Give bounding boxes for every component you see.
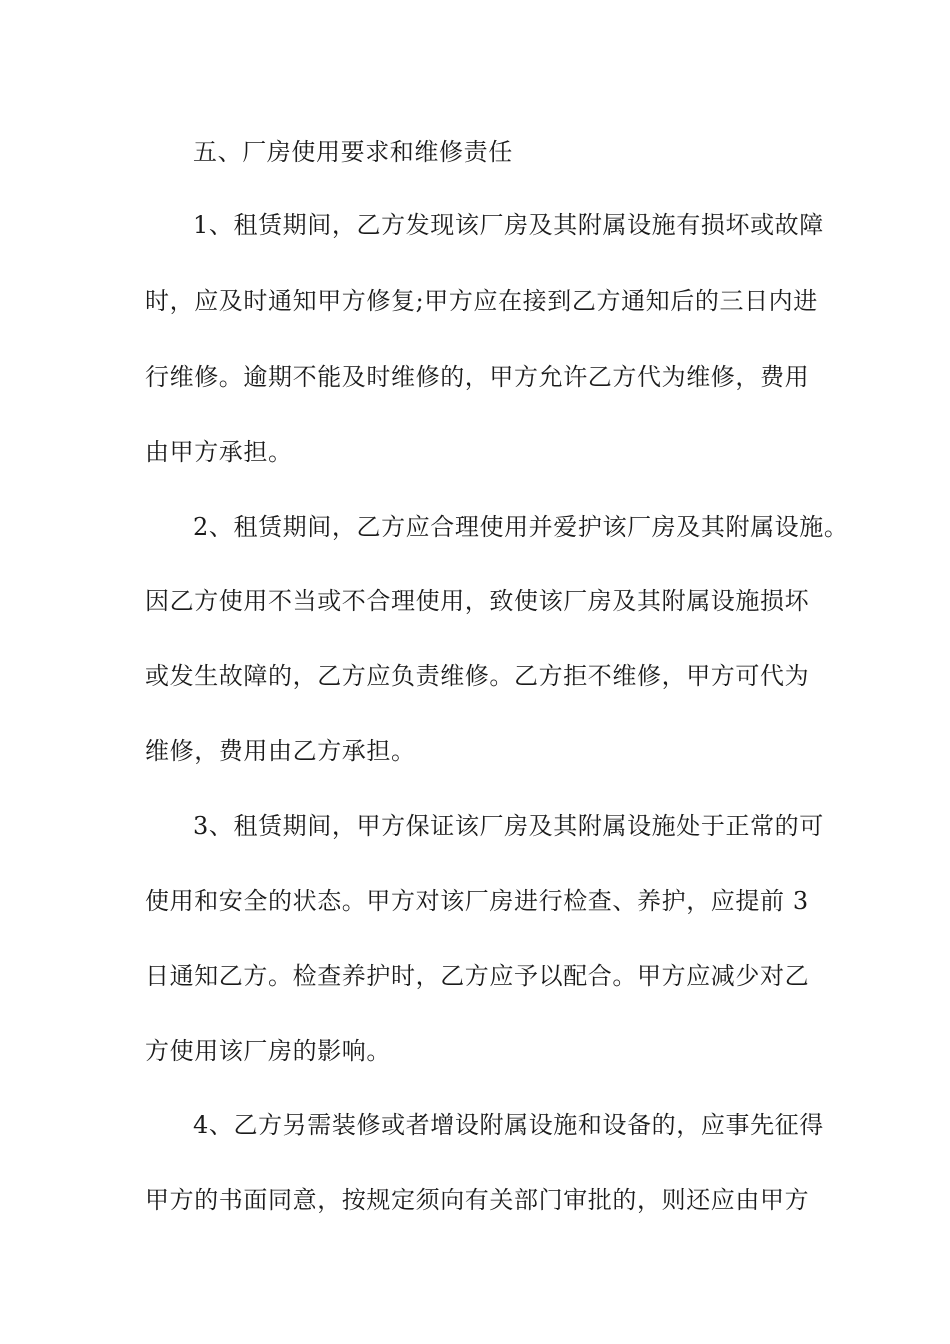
paragraph-1-line-4: 由甲方承担。 xyxy=(145,438,293,466)
paragraph-2-line-4: 维修，费用由乙方承担。 xyxy=(145,737,416,765)
paragraph-3-line-3: 日通知乙方。检查养护时，乙方应予以配合。甲方应减少对乙 xyxy=(145,962,810,990)
paragraph-2-line-3: 或发生故障的，乙方应负责维修。乙方拒不维修，甲方可代为 xyxy=(145,662,810,690)
paragraph-1-line-2: 时，应及时通知甲方修复;甲方应在接到乙方通知后的三日内进 xyxy=(145,287,818,315)
paragraph-3-line-2: 使用和安全的状态。甲方对该厂房进行检查、养护，应提前 3 xyxy=(145,887,809,915)
paragraph-3-line-1: 3、租赁期间，甲方保证该厂房及其附属设施处于正常的可 xyxy=(193,812,824,840)
section-heading: 五、厂房使用要求和维修责任 xyxy=(193,138,513,166)
paragraph-1-line-1: 1、租赁期间，乙方发现该厂房及其附属设施有损坏或故障 xyxy=(193,211,824,239)
paragraph-1-line-3: 行维修。逾期不能及时维修的，甲方允许乙方代为维修，费用 xyxy=(145,363,810,391)
paragraph-4-line-2: 甲方的书面同意，按规定须向有关部门审批的，则还应由甲方 xyxy=(145,1186,810,1214)
paragraph-3-line-4: 方使用该厂房的影响。 xyxy=(145,1037,391,1065)
paragraph-4-line-1: 4、乙方另需装修或者增设附属设施和设备的，应事先征得 xyxy=(193,1111,824,1139)
paragraph-2-line-2: 因乙方使用不当或不合理使用，致使该厂房及其附属设施损坏 xyxy=(145,587,810,615)
paragraph-2-line-1: 2、租赁期间，乙方应合理使用并爱护该厂房及其附属设施。 xyxy=(193,513,849,541)
